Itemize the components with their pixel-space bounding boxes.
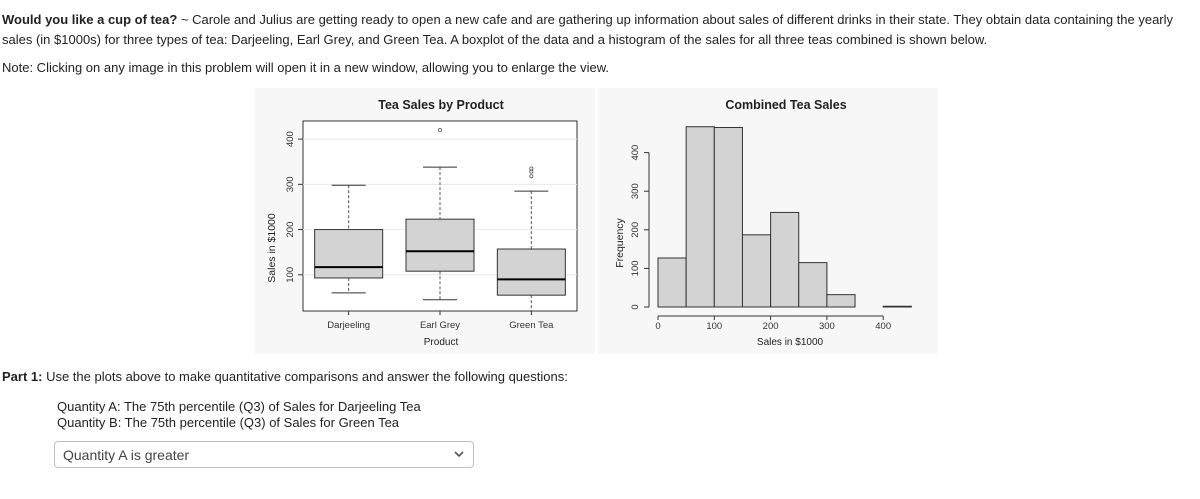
part-1-prompt [2, 369, 568, 384]
boxplot-chart [255, 88, 595, 354]
histogram-bar [771, 212, 799, 307]
histogram-chart [598, 88, 938, 354]
quantity-b-text: Quantity B: The 75th percentile (Q3) of Sales for Green Tea [57, 415, 400, 430]
intro-paragraph [2, 10, 1198, 50]
histogram-x-tick-label: 200 [762, 321, 779, 332]
boxplot-xlabel: Product [423, 337, 459, 348]
boxplot-box [497, 249, 565, 295]
quantity-a-text: Quantity A: The 75th percentile (Q3) of Sales for Darjeeling Tea [57, 399, 421, 414]
histogram-y-tick-label: 0 [630, 304, 641, 310]
part-label: Part 1: [2, 369, 43, 384]
histogram-bar [742, 235, 770, 307]
boxplot-box [315, 230, 383, 278]
histogram-image[interactable] [598, 88, 938, 354]
histogram-y-tick-label: 300 [630, 183, 641, 200]
part-text: Use the plots above to make quantitative comparisons and answer the following questions: [42, 369, 568, 384]
chevron-down-icon [453, 448, 465, 460]
histogram-bar [799, 263, 827, 307]
intro-dash: ~ [177, 12, 193, 27]
boxplot-box [406, 219, 474, 271]
boxplot-x-tick-label: Darjeeling [327, 320, 371, 331]
note-text: Note: Clicking on any image in this problem will open it in a new window, allowing you to enlarge the view. [2, 60, 609, 75]
histogram-x-tick-label: 300 [818, 321, 835, 332]
boxplot-ylabel: Sales in $1000 [266, 213, 278, 283]
histogram-y-tick-label: 400 [630, 144, 641, 161]
answer-select-value: Quantity A is greater [63, 447, 190, 463]
histogram-bar [658, 258, 686, 307]
boxplot-x-tick-label: Green Tea [509, 320, 554, 331]
intro-text: Carole and Julius are getting ready to open a new cafe and are gathering up information about sales of different drinks in their state. They obtain data containing the yearly sales (in $1000s) for three types of tea: Darjeeling, Earl Grey, and Green Tea. A boxplot of the data and a histogram of the sales for all three teas combined is shown below. [2, 12, 1174, 47]
boxplot-y-tick-label: 200 [285, 221, 296, 238]
intro-title: Would you like a cup of tea? [2, 12, 178, 27]
histogram-x-tick-label: 400 [875, 321, 892, 332]
histogram-title: Combined Tea Sales [725, 98, 847, 112]
boxplot-image[interactable] [255, 88, 595, 354]
boxplot-y-tick-label: 100 [285, 266, 296, 283]
histogram-bar [827, 295, 855, 307]
boxplot-y-tick-label: 400 [285, 131, 296, 148]
boxplot-y-tick-label: 300 [285, 176, 296, 193]
boxplot-title: Tea Sales by Product [378, 98, 504, 112]
histogram-bar [686, 127, 714, 307]
boxplot-x-tick-label: Earl Grey [419, 320, 461, 331]
histogram-x-tick-label: 100 [706, 321, 723, 332]
histogram-bar [714, 128, 742, 307]
answer-select[interactable] [54, 441, 474, 468]
histogram-bar [883, 306, 911, 307]
histogram-x-tick-label: 0 [655, 321, 661, 332]
histogram-ylabel: Frequency [614, 218, 626, 268]
histogram-xlabel: Sales in $1000 [756, 337, 824, 348]
histogram-y-tick-label: 200 [630, 221, 641, 238]
histogram-y-tick-label: 100 [630, 260, 641, 277]
